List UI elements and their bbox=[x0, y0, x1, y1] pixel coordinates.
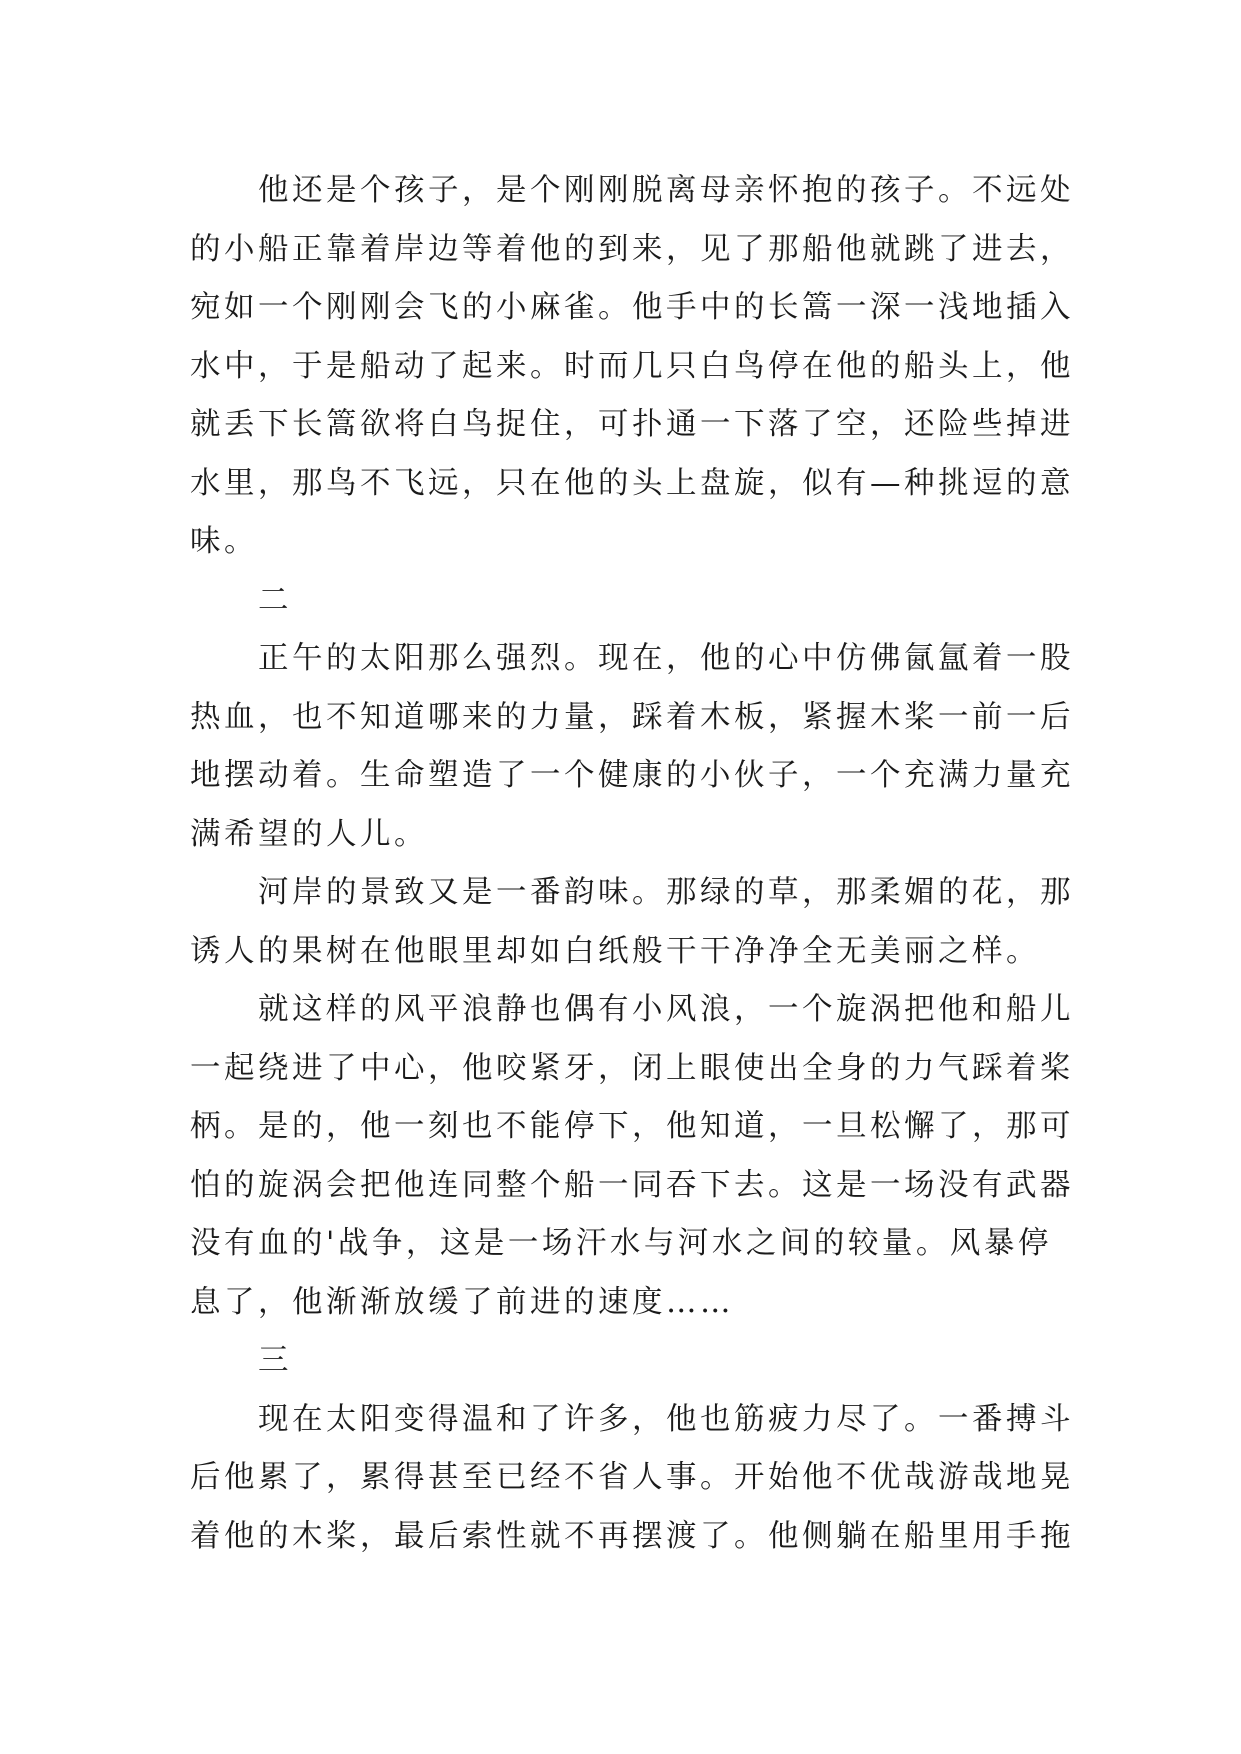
text-line: 满希望的人儿。 bbox=[190, 816, 428, 852]
text-line: 现在太阳变得温和了许多，他也筋疲力尽了。一番搏斗 bbox=[258, 1401, 1074, 1437]
paragraph bbox=[190, 1332, 1060, 1391]
text-line: 就丢下长篙欲将白鸟捉住，可扑通一下落了空，还险些掉进 bbox=[190, 407, 1074, 442]
paragraph bbox=[190, 864, 1074, 981]
text-line: 没有血的'战争，这是一场汗水与河水之间的较量。风暴停 bbox=[190, 1226, 1052, 1261]
text-line: 他还是个孩子，是个刚刚脱离母亲怀抱的孩子。不远处 bbox=[258, 173, 1074, 208]
paragraph bbox=[190, 162, 1074, 572]
text-line: 热血，也不知道哪来的力量，踩着木板，紧握木桨一前一后 bbox=[190, 699, 1074, 735]
text-line: 河岸的景致又是一番韵味。那绿的草，那柔媚的花，那 bbox=[258, 875, 1074, 910]
text-line: 宛如一个刚刚会飞的小麻雀。他手中的长篙一深一浅地插入 bbox=[190, 290, 1074, 325]
paragraph bbox=[190, 981, 1074, 1332]
text-line: 地摆动着。生命塑造了一个健康的小伙子，一个充满力量充 bbox=[190, 758, 1074, 793]
paragraph bbox=[190, 630, 1074, 864]
text-line: 后他累了，累得甚至已经不省人事。开始他不优哉游哉地晃 bbox=[190, 1460, 1074, 1495]
text-line: 水里，那鸟不飞远，只在他的头上盘旋，似有—种挑逗的意 bbox=[190, 465, 1074, 501]
text-line: 正午的太阳那么强烈。现在，他的心中仿佛氤氲着一股 bbox=[258, 641, 1074, 676]
text-line: 三 bbox=[258, 1343, 292, 1378]
text-line: 一起绕进了中心，他咬紧牙，闭上眼使出全身的力气踩着桨 bbox=[190, 1050, 1074, 1086]
text-line: 柄。是的，他一刻也不能停下，他知道，一旦松懈了，那可 bbox=[190, 1109, 1074, 1144]
text-line: 水中，于是船动了起来。时而几只白鸟停在他的船头上，他 bbox=[190, 348, 1074, 384]
text-line: 的小船正靠着岸边等着他的到来，见了那船他就跳了进去， bbox=[190, 231, 1074, 267]
paragraph bbox=[190, 572, 1060, 631]
text-line: 味。 bbox=[190, 524, 258, 559]
document-body bbox=[190, 162, 1074, 1566]
text-line: 诱人的果树在他眼里却如白纸般干干净净全无美丽之样。 bbox=[190, 933, 1040, 969]
text-line: 就这样的风平浪静也偶有小风浪，一个旋涡把他和船儿 bbox=[258, 992, 1074, 1027]
text-line: 二 bbox=[258, 582, 292, 618]
paragraph bbox=[190, 1391, 1074, 1567]
text-line: 怕的旋涡会把他连同整个船一同吞下去。这是一场没有武器 bbox=[190, 1167, 1074, 1203]
text-line: 息了，他渐渐放缓了前进的速度…… bbox=[190, 1284, 734, 1320]
text-line: 着他的木桨，最后索性就不再摆渡了。他侧躺在船里用手拖 bbox=[190, 1518, 1074, 1554]
